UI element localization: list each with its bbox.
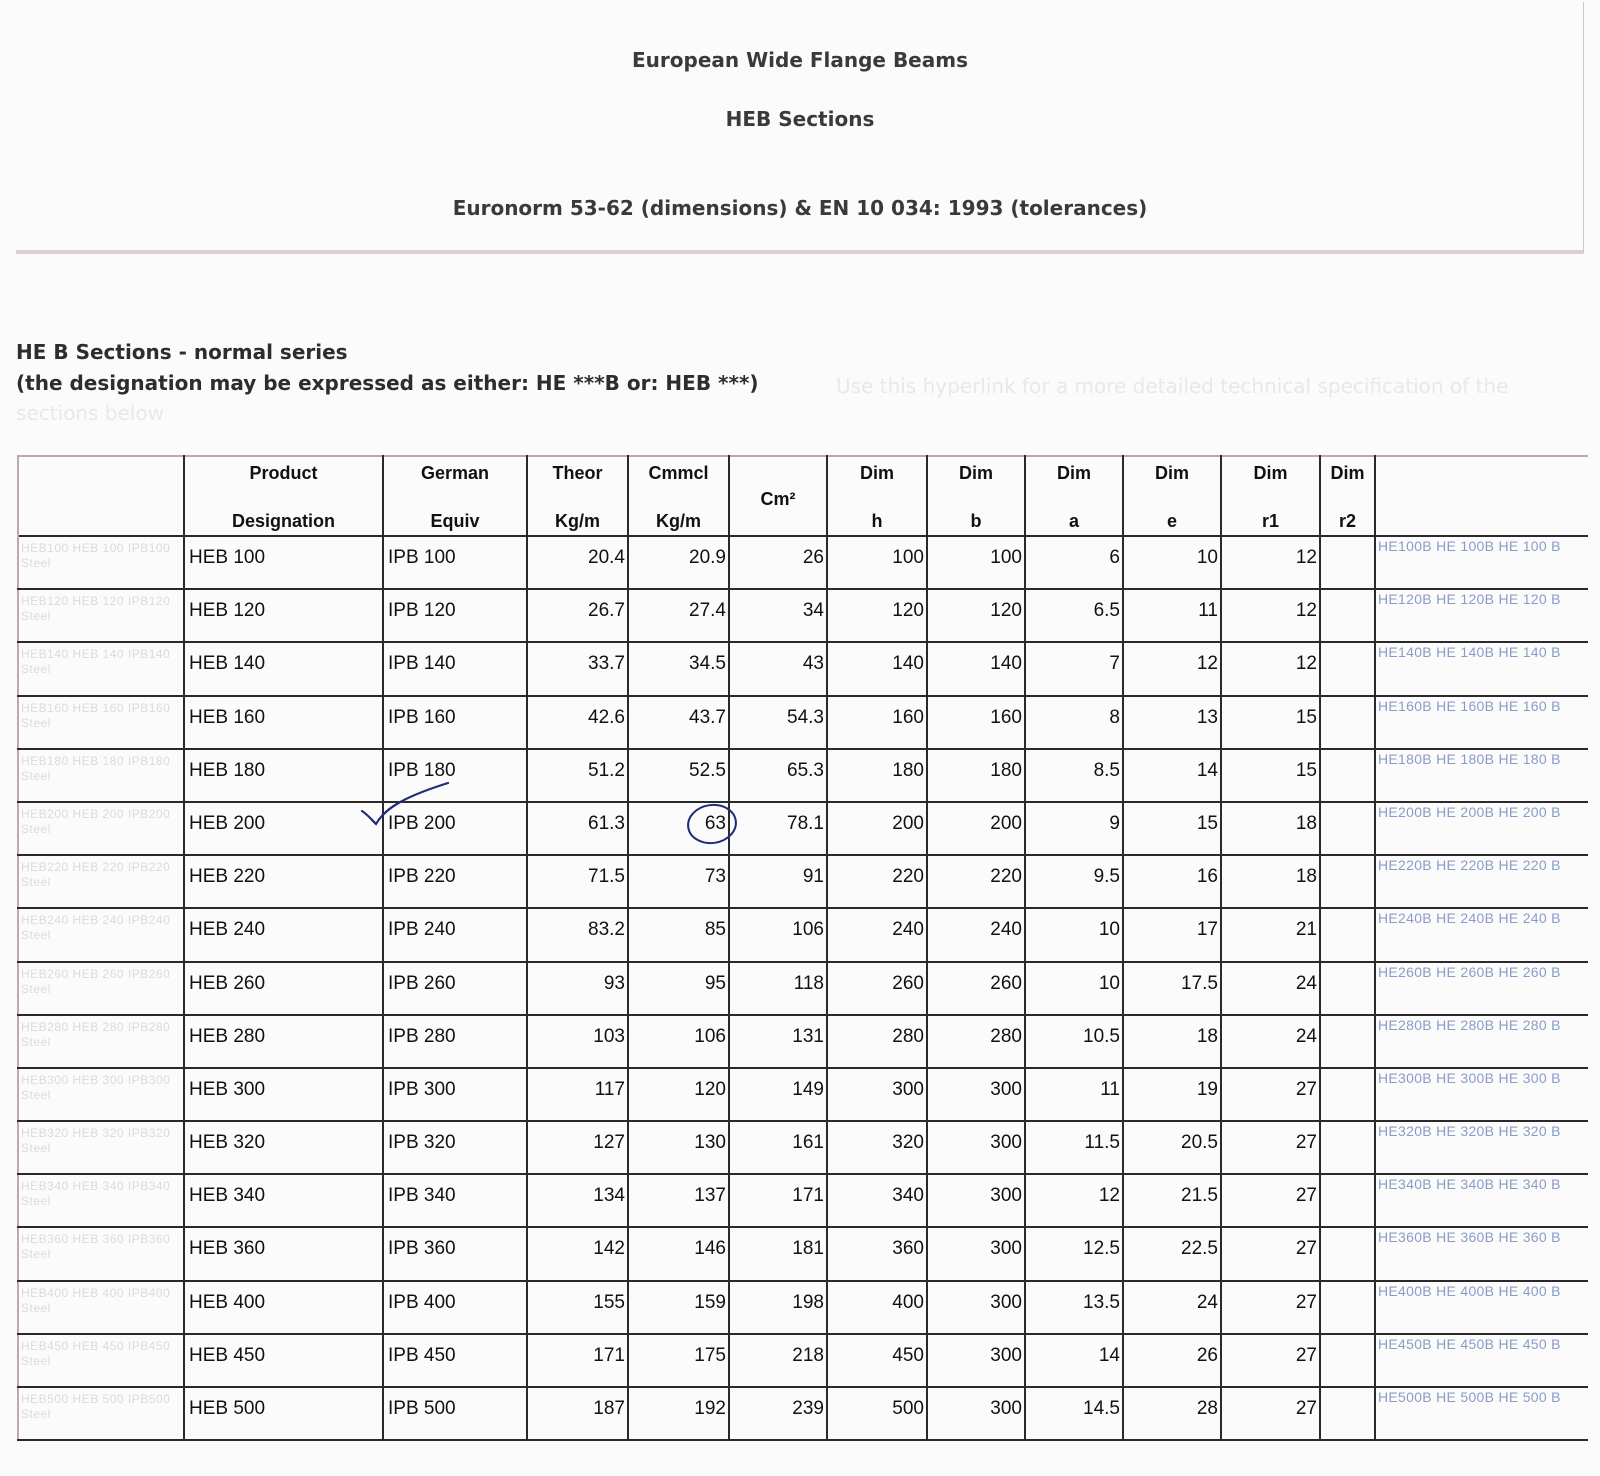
cell-cmmcl: 85	[628, 908, 729, 961]
cell-link[interactable]: HE300B HE 300B HE 300 B	[1375, 1068, 1588, 1121]
cell-r1: 27	[1221, 1174, 1320, 1227]
cell-r2	[1320, 802, 1375, 855]
cell-ghost: HEB200 HEB 200 IPB200 Steel	[18, 802, 184, 855]
cell-h: 240	[827, 908, 927, 961]
cell-r2	[1320, 749, 1375, 802]
cell-b: 300	[927, 1281, 1025, 1334]
cell-h: 140	[827, 642, 927, 695]
cell-ghost: HEB140 HEB 140 IPB140 Steel	[18, 642, 184, 695]
cell-cm2: 131	[729, 1015, 827, 1068]
cell-e: 22.5	[1123, 1227, 1221, 1280]
column-header-spacer	[18, 456, 184, 536]
cell-link[interactable]: HE260B HE 260B HE 260 B	[1375, 962, 1588, 1015]
cell-a: 14	[1025, 1334, 1123, 1387]
cell-link[interactable]: HE400B HE 400B HE 400 B	[1375, 1281, 1588, 1334]
cell-e: 26	[1123, 1334, 1221, 1387]
cell-german: IPB 180	[383, 749, 527, 802]
cell-link[interactable]: HE200B HE 200B HE 200 B	[1375, 802, 1588, 855]
cell-german: IPB 240	[383, 908, 527, 961]
cell-h: 340	[827, 1174, 927, 1227]
cell-r2	[1320, 642, 1375, 695]
cell-e: 24	[1123, 1281, 1221, 1334]
cell-product: HEB 280	[184, 1015, 383, 1068]
cell-e: 28	[1123, 1387, 1221, 1440]
cell-b: 280	[927, 1015, 1025, 1068]
cell-a: 14.5	[1025, 1387, 1123, 1440]
header-sublabel: r2	[1338, 511, 1356, 531]
section-heading: HE B Sections - normal series	[16, 340, 348, 364]
header-sublabel: Equiv	[430, 511, 480, 531]
cell-ghost: HEB240 HEB 240 IPB240 Steel	[18, 908, 184, 961]
cell-cm2: 118	[729, 962, 827, 1015]
spec-hyperlink[interactable]: Use this hyperlink for a more detailed technical specification of the	[836, 374, 1509, 398]
cell-a: 10	[1025, 908, 1123, 961]
cell-e: 11	[1123, 589, 1221, 642]
cell-r2	[1320, 696, 1375, 749]
cell-r2	[1320, 1174, 1375, 1227]
cell-product: HEB 400	[184, 1281, 383, 1334]
cell-e: 18	[1123, 1015, 1221, 1068]
column-header-theor	[527, 456, 628, 536]
cell-r1: 21	[1221, 908, 1320, 961]
cell-a: 9	[1025, 802, 1123, 855]
cell-h: 160	[827, 696, 927, 749]
table-row	[18, 802, 1588, 855]
cell-product: HEB 100	[184, 536, 383, 589]
cell-r2	[1320, 1334, 1375, 1387]
cell-theor: 103	[527, 1015, 628, 1068]
cell-a: 11	[1025, 1068, 1123, 1121]
cell-b: 220	[927, 855, 1025, 908]
cell-cm2: 161	[729, 1121, 827, 1174]
cell-e: 17	[1123, 908, 1221, 961]
cell-theor: 61.3	[527, 802, 628, 855]
cell-ghost: HEB120 HEB 120 IPB120 Steel	[18, 589, 184, 642]
column-header-dim-a	[1025, 456, 1123, 536]
cell-ghost: HEB220 HEB 220 IPB220 Steel	[18, 855, 184, 908]
cell-r1: 12	[1221, 642, 1320, 695]
column-header-dim-h	[827, 456, 927, 536]
cell-r1: 18	[1221, 802, 1320, 855]
cell-link[interactable]: HE160B HE 160B HE 160 B	[1375, 696, 1588, 749]
cell-cm2: 149	[729, 1068, 827, 1121]
cell-german: IPB 450	[383, 1334, 527, 1387]
cell-e: 20.5	[1123, 1121, 1221, 1174]
cell-a: 9.5	[1025, 855, 1123, 908]
cell-product: HEB 450	[184, 1334, 383, 1387]
cell-cmmcl: 73	[628, 855, 729, 908]
cell-ghost: HEB320 HEB 320 IPB320 Steel	[18, 1121, 184, 1174]
cell-german: IPB 360	[383, 1227, 527, 1280]
cell-theor: 51.2	[527, 749, 628, 802]
cell-german: IPB 400	[383, 1281, 527, 1334]
cell-theor: 83.2	[527, 908, 628, 961]
cell-a: 6	[1025, 536, 1123, 589]
cell-cm2: 198	[729, 1281, 827, 1334]
cell-cmmcl: 130	[628, 1121, 729, 1174]
cell-a: 13.5	[1025, 1281, 1123, 1334]
table-row	[18, 696, 1588, 749]
table-row	[18, 1068, 1588, 1121]
cell-cm2: 78.1	[729, 802, 827, 855]
cell-r2	[1320, 855, 1375, 908]
cell-link[interactable]: HE280B HE 280B HE 280 B	[1375, 1015, 1588, 1068]
cell-b: 240	[927, 908, 1025, 961]
cell-theor: 155	[527, 1281, 628, 1334]
cell-link[interactable]: HE500B HE 500B HE 500 B	[1375, 1387, 1588, 1440]
column-header-cmmcl	[628, 456, 729, 536]
cell-a: 8.5	[1025, 749, 1123, 802]
cell-cmmcl: 95	[628, 962, 729, 1015]
cell-cmmcl: 52.5	[628, 749, 729, 802]
cell-ghost: HEB450 HEB 450 IPB450 Steel	[18, 1334, 184, 1387]
cell-h: 400	[827, 1281, 927, 1334]
cell-h: 200	[827, 802, 927, 855]
cell-product: HEB 160	[184, 696, 383, 749]
column-header-dim-r1	[1221, 456, 1320, 536]
cell-e: 12	[1123, 642, 1221, 695]
cell-german: IPB 280	[383, 1015, 527, 1068]
cell-r1: 27	[1221, 1387, 1320, 1440]
column-header-dim-e	[1123, 456, 1221, 536]
header-label: Dim	[1056, 463, 1091, 483]
cell-cmmcl: 34.5	[628, 642, 729, 695]
table-row	[18, 962, 1588, 1015]
cell-r1: 27	[1221, 1121, 1320, 1174]
header-label: Cm²	[760, 489, 796, 509]
cell-a: 7	[1025, 642, 1123, 695]
cell-r1: 27	[1221, 1068, 1320, 1121]
cell-r1: 27	[1221, 1227, 1320, 1280]
cell-link[interactable]: HE360B HE 360B HE 360 B	[1375, 1227, 1588, 1280]
column-header-cm2	[729, 456, 827, 536]
cell-link[interactable]: HE220B HE 220B HE 220 B	[1375, 855, 1588, 908]
cell-a: 6.5	[1025, 589, 1123, 642]
cell-product: HEB 140	[184, 642, 383, 695]
cell-cmmcl: 192	[628, 1387, 729, 1440]
header-sublabel: Kg/m	[555, 511, 600, 531]
cell-product: HEB 120	[184, 589, 383, 642]
cell-r1: 27	[1221, 1334, 1320, 1387]
cell-ghost: HEB360 HEB 360 IPB360 Steel	[18, 1227, 184, 1280]
cell-h: 450	[827, 1334, 927, 1387]
cell-b: 300	[927, 1121, 1025, 1174]
header-label: Dim	[1154, 463, 1189, 483]
cell-a: 11.5	[1025, 1121, 1123, 1174]
cell-ghost: HEB500 HEB 500 IPB500 Steel	[18, 1387, 184, 1440]
column-header-dim-b	[927, 456, 1025, 536]
cell-b: 200	[927, 802, 1025, 855]
cell-a: 12	[1025, 1174, 1123, 1227]
cell-h: 120	[827, 589, 927, 642]
header-label: German	[420, 463, 490, 483]
cell-cm2: 218	[729, 1334, 827, 1387]
cell-german: IPB 200	[383, 802, 527, 855]
cell-h: 100	[827, 536, 927, 589]
header-label: Theor	[552, 463, 603, 483]
cell-r2	[1320, 1015, 1375, 1068]
standard-reference: Euronorm 53-62 (dimensions) & EN 10 034: 1993 (tolerances)	[452, 196, 1148, 220]
cell-theor: 42.6	[527, 696, 628, 749]
cell-ghost: HEB400 HEB 400 IPB400 Steel	[18, 1281, 184, 1334]
header-sublabel: Kg/m	[656, 511, 701, 531]
cell-h: 220	[827, 855, 927, 908]
cell-b: 160	[927, 696, 1025, 749]
cell-e: 19	[1123, 1068, 1221, 1121]
cell-german: IPB 140	[383, 642, 527, 695]
cell-cm2: 181	[729, 1227, 827, 1280]
header-label: Product	[249, 463, 318, 483]
cell-german: IPB 220	[383, 855, 527, 908]
heb-sections-table	[17, 455, 1588, 1441]
header-sublabel: b	[970, 511, 982, 531]
cell-e: 13	[1123, 696, 1221, 749]
cell-b: 300	[927, 1334, 1025, 1387]
cell-a: 10.5	[1025, 1015, 1123, 1068]
cell-product: HEB 180	[184, 749, 383, 802]
table-row	[18, 1015, 1588, 1068]
header-sublabel: Designation	[231, 511, 335, 531]
cell-cmmcl: 43.7	[628, 696, 729, 749]
cell-link[interactable]: HE180B HE 180B HE 180 B	[1375, 749, 1588, 802]
header-label: Dim	[859, 463, 894, 483]
cell-e: 15	[1123, 802, 1221, 855]
cell-german: IPB 120	[383, 589, 527, 642]
column-header-dim-r2	[1320, 456, 1375, 536]
table-row	[18, 1281, 1588, 1334]
cell-h: 180	[827, 749, 927, 802]
column-header-german	[383, 456, 527, 536]
cell-r2	[1320, 1281, 1375, 1334]
cell-b: 300	[927, 1227, 1025, 1280]
cell-cmmcl: 20.9	[628, 536, 729, 589]
cell-product: HEB 240	[184, 908, 383, 961]
cell-e: 21.5	[1123, 1174, 1221, 1227]
cell-german: IPB 320	[383, 1121, 527, 1174]
cell-e: 14	[1123, 749, 1221, 802]
cell-cm2: 171	[729, 1174, 827, 1227]
header-sublabel: e	[1166, 511, 1177, 531]
cell-cmmcl: 106	[628, 1015, 729, 1068]
cell-theor: 26.7	[527, 589, 628, 642]
designation-note: (the designation may be expressed as either: HE ***B or: HEB ***)	[16, 371, 759, 395]
cell-cm2: 91	[729, 855, 827, 908]
cell-theor: 20.4	[527, 536, 628, 589]
cell-product: HEB 300	[184, 1068, 383, 1121]
cell-product: HEB 260	[184, 962, 383, 1015]
cell-german: IPB 260	[383, 962, 527, 1015]
cell-product: HEB 500	[184, 1387, 383, 1440]
cell-link[interactable]: HE100B HE 100B HE 100 B	[1375, 536, 1588, 589]
cell-product: HEB 360	[184, 1227, 383, 1280]
cell-product: HEB 200	[184, 802, 383, 855]
cell-r1: 24	[1221, 962, 1320, 1015]
cell-link[interactable]: HE340B HE 340B HE 340 B	[1375, 1174, 1588, 1227]
cell-theor: 117	[527, 1068, 628, 1121]
cell-b: 100	[927, 536, 1025, 589]
cell-r2	[1320, 589, 1375, 642]
cell-link[interactable]: HE450B HE 450B HE 450 B	[1375, 1334, 1588, 1387]
cell-cmmcl: 137	[628, 1174, 729, 1227]
table-row	[18, 855, 1588, 908]
cell-ghost: HEB280 HEB 280 IPB280 Steel	[18, 1015, 184, 1068]
cell-b: 300	[927, 1387, 1025, 1440]
cell-product: HEB 340	[184, 1174, 383, 1227]
cell-cmmcl: 120	[628, 1068, 729, 1121]
cell-theor: 127	[527, 1121, 628, 1174]
header-label: Dim	[1253, 463, 1288, 483]
cell-r2	[1320, 536, 1375, 589]
header-sublabel: r1	[1261, 511, 1279, 531]
cell-r1: 12	[1221, 536, 1320, 589]
cell-cm2: 54.3	[729, 696, 827, 749]
cell-ghost: HEB160 HEB 160 IPB160 Steel	[18, 696, 184, 749]
table-row	[18, 1387, 1588, 1440]
cell-cmmcl: 146	[628, 1227, 729, 1280]
cell-german: IPB 340	[383, 1174, 527, 1227]
cell-theor: 142	[527, 1227, 628, 1280]
column-header-product	[184, 456, 383, 536]
cell-cm2: 26	[729, 536, 827, 589]
cell-r1: 15	[1221, 696, 1320, 749]
cell-b: 300	[927, 1068, 1025, 1121]
cell-r1: 15	[1221, 749, 1320, 802]
cell-product: HEB 320	[184, 1121, 383, 1174]
cell-r2	[1320, 1387, 1375, 1440]
cell-cmmcl: 27.4	[628, 589, 729, 642]
cell-b: 300	[927, 1174, 1025, 1227]
cell-product: HEB 220	[184, 855, 383, 908]
cell-cm2: 34	[729, 589, 827, 642]
table-row	[18, 749, 1588, 802]
table-row	[18, 536, 1588, 589]
cell-r1: 27	[1221, 1281, 1320, 1334]
page-title: European Wide Flange Beams	[632, 48, 968, 72]
cell-cmmcl: 175	[628, 1334, 729, 1387]
header-sublabel: a	[1068, 511, 1079, 531]
table-row	[18, 1174, 1588, 1227]
cell-theor: 187	[527, 1387, 628, 1440]
cell-e: 16	[1123, 855, 1221, 908]
cell-b: 260	[927, 962, 1025, 1015]
column-header-links	[1375, 456, 1588, 536]
header-label: Dim	[1330, 463, 1365, 483]
table-row	[18, 589, 1588, 642]
cell-r2	[1320, 908, 1375, 961]
cell-german: IPB 500	[383, 1387, 527, 1440]
cell-r1: 12	[1221, 589, 1320, 642]
cell-german: IPB 300	[383, 1068, 527, 1121]
table-row	[18, 642, 1588, 695]
header-label: Dim	[958, 463, 993, 483]
cell-theor: 33.7	[527, 642, 628, 695]
cell-h: 320	[827, 1121, 927, 1174]
cell-ghost: HEB180 HEB 180 IPB180 Steel	[18, 749, 184, 802]
cell-h: 360	[827, 1227, 927, 1280]
cell-b: 180	[927, 749, 1025, 802]
cell-r1: 24	[1221, 1015, 1320, 1068]
cell-ghost: HEB300 HEB 300 IPB300 Steel	[18, 1068, 184, 1121]
page-subtitle: HEB Sections	[725, 107, 875, 131]
cell-h: 260	[827, 962, 927, 1015]
cell-cmmcl: 63	[628, 802, 729, 855]
spec-hyperlink-continued[interactable]: sections below	[16, 401, 164, 425]
cell-ghost: HEB100 HEB 100 IPB100 Steel	[18, 536, 184, 589]
cell-b: 140	[927, 642, 1025, 695]
table-row	[18, 908, 1588, 961]
cell-ghost: HEB260 HEB 260 IPB260 Steel	[18, 962, 184, 1015]
cell-cm2: 239	[729, 1387, 827, 1440]
cell-theor: 171	[527, 1334, 628, 1387]
cell-theor: 93	[527, 962, 628, 1015]
table-row	[18, 1121, 1588, 1174]
cell-r2	[1320, 1068, 1375, 1121]
table-row	[18, 1227, 1588, 1280]
cell-german: IPB 100	[383, 536, 527, 589]
cell-link[interactable]: HE140B HE 140B HE 140 B	[1375, 642, 1588, 695]
cell-theor: 71.5	[527, 855, 628, 908]
cell-ghost: HEB340 HEB 340 IPB340 Steel	[18, 1174, 184, 1227]
cell-h: 500	[827, 1387, 927, 1440]
cell-a: 12.5	[1025, 1227, 1123, 1280]
cell-b: 120	[927, 589, 1025, 642]
header-sublabel: h	[871, 511, 883, 531]
cell-h: 300	[827, 1068, 927, 1121]
cell-theor: 134	[527, 1174, 628, 1227]
cell-link[interactable]: HE240B HE 240B HE 240 B	[1375, 908, 1588, 961]
header-label: Cmmcl	[648, 463, 709, 483]
cell-link[interactable]: HE320B HE 320B HE 320 B	[1375, 1121, 1588, 1174]
cell-e: 10	[1123, 536, 1221, 589]
cell-link[interactable]: HE120B HE 120B HE 120 B	[1375, 589, 1588, 642]
cell-cm2: 43	[729, 642, 827, 695]
cell-german: IPB 160	[383, 696, 527, 749]
cell-cmmcl: 159	[628, 1281, 729, 1334]
cell-r1: 18	[1221, 855, 1320, 908]
cell-cm2: 106	[729, 908, 827, 961]
cell-cm2: 65.3	[729, 749, 827, 802]
cell-a: 10	[1025, 962, 1123, 1015]
cell-r2	[1320, 1121, 1375, 1174]
cell-h: 280	[827, 1015, 927, 1068]
cell-e: 17.5	[1123, 962, 1221, 1015]
cell-r2	[1320, 962, 1375, 1015]
cell-a: 8	[1025, 696, 1123, 749]
table-row	[18, 1334, 1588, 1387]
cell-r2	[1320, 1227, 1375, 1280]
